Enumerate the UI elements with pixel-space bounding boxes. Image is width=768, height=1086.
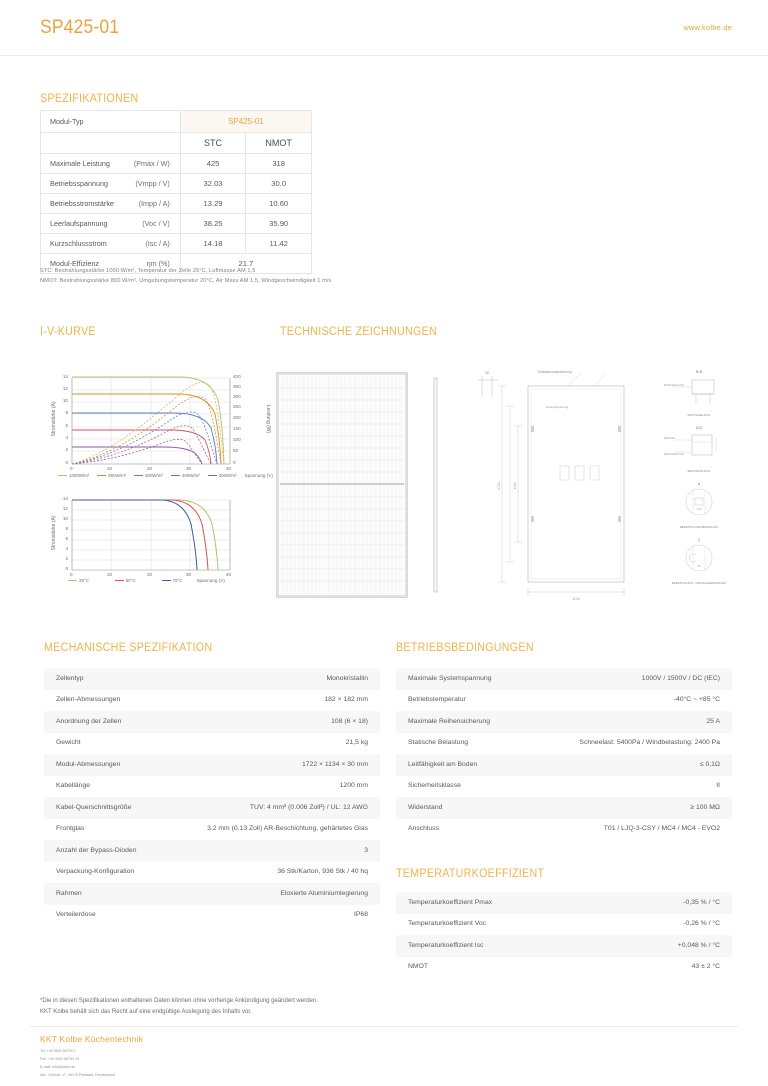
table-row <box>44 733 380 755</box>
x-tick-label: 30 <box>186 572 192 577</box>
x-axis-label: Spannung (V) <box>196 578 225 583</box>
row-value: ≤ 0,1Ω <box>699 760 720 768</box>
row-key: Temperaturkoeffizient Voc <box>408 920 487 928</box>
x-tick-label: 20 <box>147 466 153 471</box>
table-row <box>44 690 380 712</box>
x-tick-label: 20 <box>147 572 153 577</box>
iv-curve-chart-irradiance <box>40 372 273 484</box>
y2-tick-label: 50 <box>233 448 239 453</box>
detail-caption: BEFESTIGUNGSBOHRUNG <box>679 525 719 529</box>
spec-value-nmot: 11.42 <box>246 234 312 254</box>
disclaimer-line-2: KKT Kolbe behält sich das Recht auf eine endgültige Auslegung des Inhalts vor. <box>40 1008 252 1015</box>
y-tick-label: 10 <box>62 516 68 521</box>
table-header-row <box>41 133 312 154</box>
spec-value-nmot: 30.0 <box>246 174 312 194</box>
legend-item <box>68 578 89 583</box>
detail-caption: MONTAGELOCH <box>687 413 711 417</box>
table-row <box>396 797 732 819</box>
spec-label-cell <box>41 174 181 194</box>
svg-text:Ø4: Ø4 <box>697 565 701 568</box>
row-key: Kabel-Querschnittsgröße <box>56 803 132 811</box>
spec-value-stc: 425 <box>180 154 246 174</box>
section-title-mechanical: MECHANISCHE SPEZIFIKATION <box>44 642 213 654</box>
spec-unit: (Vmpp / V) <box>135 179 170 188</box>
row-key: Leitfähigkeit am Boden <box>408 760 478 768</box>
page-header <box>0 0 768 56</box>
efficiency-label: Modul-Effizienz <box>50 259 100 268</box>
table-row <box>396 935 732 957</box>
efficiency-unit: ηm (%) <box>146 259 170 268</box>
y-tick-label: 2 <box>65 556 68 561</box>
table-row <box>396 892 732 914</box>
y-tick-label: 8 <box>65 526 68 531</box>
mechanical-specification-table <box>44 668 380 926</box>
table-row <box>41 214 312 234</box>
row-key: Maximale Reihensicherung <box>408 717 490 725</box>
row-value: 108 (6 × 18) <box>331 717 368 725</box>
row-key: Statische Belastung <box>408 739 469 747</box>
section-title-operating: BETRIEBSBEDINGUNGEN <box>396 642 534 654</box>
y-tick-label: 14 <box>62 496 68 501</box>
legend-label: 75°C <box>172 578 183 583</box>
y-tick-label: 4 <box>65 435 68 440</box>
row-key: Zellentyp <box>56 674 84 682</box>
detail-tag: A <box>697 482 701 486</box>
spec-value-nmot: 318 <box>246 154 312 174</box>
row-value: 182 × 182 mm <box>324 696 368 704</box>
table-row <box>396 914 732 936</box>
table-row <box>44 797 380 819</box>
operating-conditions-table <box>396 668 732 840</box>
row-key: Temperaturkoeffizient Isc <box>408 941 484 949</box>
section-title-technical-drawings: TECHNISCHE ZEICHNUNGEN <box>280 326 438 338</box>
svg-text:14×9: 14×9 <box>696 508 702 511</box>
row-key: Maximale Systemspannung <box>408 674 492 682</box>
legend-item <box>134 473 163 478</box>
table-row <box>396 711 732 733</box>
table-row <box>396 690 732 712</box>
spec-label-cell <box>41 194 181 214</box>
y2-tick-label: 350 <box>233 384 241 389</box>
footnote-stc: STC: Bestrahlungsstärke 1000 W/m², Temperatur der Zelle 25°C, Luftmasse AM 1,5 <box>40 268 256 274</box>
temp-chart-svg <box>40 494 270 586</box>
row-key: Sicherheitsklasse <box>408 782 461 790</box>
y-tick-label: 12 <box>62 506 68 511</box>
row-value: 1722 × 1134 × 30 mm <box>301 760 368 768</box>
spec-value-stc: 38.25 <box>180 214 246 234</box>
row-value: +0,048 % / °C <box>677 941 720 949</box>
table-row <box>396 754 732 776</box>
table-row <box>396 957 732 979</box>
detail-circle-svg <box>662 542 736 576</box>
legend-item <box>162 578 183 583</box>
technical-drawings-area <box>276 366 736 604</box>
module-dimension-drawing <box>472 366 650 604</box>
spec-value-stc: 14.18 <box>180 234 246 254</box>
table-row <box>41 154 312 174</box>
y-tick-label: 2 <box>65 447 68 452</box>
legend-label: 1000W/m² <box>69 473 90 478</box>
y-tick-label: 14 <box>62 374 68 379</box>
detail-callout <box>662 370 736 420</box>
row-value: Eloxierte Aluminiumlegierung <box>280 889 368 897</box>
row-value: 1200 mm <box>339 782 368 790</box>
table-row <box>44 862 380 884</box>
section-title-iv-curve: I-V-KURVE <box>40 326 96 338</box>
x-tick-label: 0 <box>70 572 73 577</box>
x-tick-label: 10 <box>107 466 113 471</box>
row-value: 21,5 kg <box>345 739 368 747</box>
row-value: IP68 <box>354 911 368 919</box>
y-tick-label: 10 <box>62 398 68 403</box>
legend-item <box>115 578 136 583</box>
company-name: KKT Kolbe Küchentechnik <box>40 1034 144 1044</box>
legend-label: 400W/m² <box>181 473 200 478</box>
table-row <box>44 668 380 690</box>
module-edge-view-svg <box>432 376 439 594</box>
detail-caption: BEFESTIGUNG / DRAINAGEBOHRUNG <box>671 581 727 585</box>
detail-callout <box>662 426 736 476</box>
table-row <box>396 733 732 755</box>
column-header-nmot: NMOT <box>246 133 312 154</box>
x-tick-label: 10 <box>107 572 113 577</box>
y2-tick-label: 250 <box>233 404 241 409</box>
contact-email[interactable]: E-mail: info@kolbe.de <box>40 1064 76 1069</box>
x-tick-label: 0 <box>70 466 73 471</box>
x-tick-label: 40 <box>226 466 232 471</box>
table-row <box>396 668 732 690</box>
row-key: Widerstand <box>408 803 443 811</box>
detail-caption: ERDUNGSLOCH <box>687 469 711 473</box>
y-tick-label: 0 <box>65 566 68 571</box>
row-value: 36 Stk/Karton, 936 Stk / 40 hq <box>277 868 368 876</box>
detail-section-svg <box>662 430 736 464</box>
column-header-stc: STC <box>180 133 246 154</box>
y2-tick-label: 400 <box>233 374 241 379</box>
thickness-dimension: 30 <box>485 371 489 375</box>
spec-label-cell <box>41 234 181 254</box>
detail-tag: C <box>697 538 701 542</box>
legend-label: 25°C <box>79 578 89 583</box>
page-title: SP425-01 <box>40 16 120 38</box>
row-key: Verteilerdose <box>56 911 96 919</box>
table-row <box>41 234 312 254</box>
y-tick-label: 8 <box>65 410 68 415</box>
row-value: 43 ± 2 °C <box>691 963 720 971</box>
spec-label-cell <box>41 214 181 234</box>
legend-item <box>58 473 89 478</box>
row-key: Rahmen <box>56 889 82 897</box>
spec-unit: (Voc / V) <box>142 219 170 228</box>
contact-fax: Fax: +49 9502 66793 25 <box>40 1056 80 1061</box>
website-url[interactable]: www.kolbe.de <box>683 23 732 32</box>
spec-label: Maximale Leistung <box>50 159 110 168</box>
y-tick-label: 12 <box>62 386 68 391</box>
detail-section-svg <box>662 374 736 408</box>
y2-tick-label: 300 <box>233 394 241 399</box>
table-row <box>41 111 312 133</box>
y-tick-label: 6 <box>65 423 68 428</box>
row-value: T01 / LJQ-3-CSY / MC4 / MC4 - EVO2 <box>603 825 720 833</box>
detail-callout <box>662 482 736 532</box>
row-value: -0,26 % / °C <box>683 920 720 928</box>
y2-tick-label: 0 <box>233 460 236 465</box>
spec-label-cell <box>41 154 181 174</box>
spec-label: Betriebsstromstärke <box>50 199 114 208</box>
svg-text:ERDUNGSLOCH: ERDUNGSLOCH <box>664 453 685 456</box>
height-dimension: 1722 <box>497 482 501 490</box>
table-row <box>44 819 380 841</box>
row-key: Anzahl der Bypass-Dioden <box>56 846 137 854</box>
module-front-view <box>276 372 408 598</box>
contact-tel: Tel: +49 9502 66793 0 <box>40 1049 76 1053</box>
power-curves <box>72 383 224 464</box>
legend-label: 800W/m² <box>108 473 127 478</box>
table-row <box>41 194 312 214</box>
footnote-nmot: NMOT: Bestrahlungsstärke 800 W/m², Umgebungstemperatur 20°C, Air Mass AM 1,5, Windgeschwindigkeit 1 m/s <box>40 278 332 285</box>
svg-text:ERDUNG: ERDUNG <box>664 437 676 440</box>
detail-callouts <box>662 370 736 600</box>
row-value: Schneelast: 5400Pa / Windbelastung: 2400 Pa <box>579 739 720 747</box>
y2-tick-label: 100 <box>233 437 241 442</box>
grid-lines <box>72 500 230 570</box>
spec-label: Kurzschlussstrom <box>50 239 107 248</box>
table-row <box>41 174 312 194</box>
row-key: Verpackung-Konfiguration <box>56 868 135 876</box>
footer-divider <box>30 1026 738 1027</box>
spec-value-stc: 32.03 <box>180 174 246 194</box>
detail-tag: B-B <box>696 370 702 374</box>
spec-label: Betriebsspannung <box>50 179 108 188</box>
section-title-temperature: TEMPERATURKOEFFIZIENT <box>396 868 545 880</box>
y-axis-label: Stromstärke (A) <box>51 401 57 437</box>
disclaimer <box>40 996 318 1017</box>
legend-item <box>171 473 200 478</box>
spec-unit: (Isc / A) <box>145 239 170 248</box>
spec-unit: (Impp / A) <box>138 199 170 208</box>
table-row <box>44 776 380 798</box>
chart-legend <box>68 578 225 583</box>
contact-address: Adr.: Ohmstr. 17, 96175 Pettstadt, Deutschland <box>40 1072 116 1077</box>
row-value: 1000V / 1500V / DC (IEC) <box>641 674 720 682</box>
disclaimer-line-1: *Die in diesen Spezifikationen enthaltenen Daten können ohne vorherige Ankündigung geändert werden. <box>40 998 318 1004</box>
svg-text:MONTAGELOCH: MONTAGELOCH <box>664 384 685 387</box>
legend-item <box>208 473 237 478</box>
spec-value-nmot: 35.90 <box>246 214 312 234</box>
y2-tick-label: 200 <box>233 415 241 420</box>
legend-label: 50°C <box>125 578 136 583</box>
efficiency-value: 21.7 <box>180 254 311 274</box>
specifications-table <box>40 110 312 274</box>
y2-axis-label: Leistung (W) <box>265 404 271 434</box>
table-row <box>396 819 732 841</box>
iv-curve-chart-temperature <box>40 494 270 586</box>
section-title-specifications: SPEZIFIKATIONEN <box>40 93 139 105</box>
table-row <box>396 776 732 798</box>
chart-legend <box>58 473 273 478</box>
inner-dimension: 1400 <box>513 482 517 490</box>
spec-value-stc: 13.29 <box>180 194 246 214</box>
row-value: 3.2 mm (0.13 Zoll) AR-Beschichtung, gehärtetes Glas <box>207 825 368 833</box>
module-type-value: SP425-01 <box>180 111 311 133</box>
spec-value-nmot: 10.60 <box>246 194 312 214</box>
spec-label: Leerlaufspannung <box>50 219 108 228</box>
x-axis-label: Spannung (V) <box>244 473 273 478</box>
row-value: Monokristallin <box>326 674 368 682</box>
table-row <box>44 711 380 733</box>
row-key: Frontglas <box>56 825 85 833</box>
spacer-cell <box>41 133 181 154</box>
drainage-hole-label: Entwässerungsbohrung <box>538 370 572 374</box>
contact-info <box>40 1048 115 1080</box>
x-tick-label: 30 <box>186 466 192 471</box>
row-key: Anordnung der Zellen <box>56 717 122 725</box>
row-value: 25 A <box>706 717 720 725</box>
row-value: II <box>716 782 720 790</box>
table-row <box>44 905 380 927</box>
row-key: Gewicht <box>56 739 81 747</box>
legend-label: 600W/m² <box>145 473 163 478</box>
temperature-coefficient-table <box>396 892 732 978</box>
dimension-drawing-svg <box>472 366 650 604</box>
row-key: Anschluss <box>408 825 439 833</box>
y-axis-label: Stromstärke (A) <box>51 515 57 551</box>
y-tick-label: 4 <box>65 546 68 551</box>
row-key: Betriebstemperatur <box>408 696 466 704</box>
y-tick-label: 6 <box>65 536 68 541</box>
module-front-view-svg <box>277 373 407 597</box>
legend-label: 200W/m² <box>218 473 237 478</box>
y-tick-label: 0 <box>65 460 68 465</box>
row-key: Temperaturkoeffizient Pmax <box>408 898 493 906</box>
row-key: NMOT <box>408 963 429 971</box>
table-row <box>44 754 380 776</box>
row-key: Kabellänge <box>56 782 91 790</box>
legend-item <box>97 473 126 478</box>
table-row <box>44 840 380 862</box>
row-value: -40°C ~ +85 °C <box>673 696 720 704</box>
x-tick-label: 40 <box>226 572 232 577</box>
spec-footnotes <box>40 266 331 286</box>
table-row <box>44 883 380 905</box>
row-value: TUV: 4 mm² (0.006 Zoll²) / UL: 12 AWG <box>249 803 368 811</box>
grid-lines <box>72 378 230 464</box>
spec-unit: (Pmax / W) <box>133 159 170 168</box>
row-value: ≥ 100 MΩ <box>690 803 720 811</box>
row-key: Modul-Abmessungen <box>56 760 121 768</box>
grounding-hole-label: Erdungsbohrung <box>546 405 569 409</box>
width-dimension: 1134 <box>572 597 580 601</box>
row-value: 3 <box>364 846 368 854</box>
detail-tag: D-D <box>695 426 703 430</box>
detail-callout <box>662 538 736 588</box>
module-type-label: Modul-Typ <box>41 111 181 133</box>
row-key: Zellen-Abmessungen <box>56 696 121 704</box>
module-edge-view <box>432 376 439 594</box>
y2-tick-label: 150 <box>233 426 241 431</box>
detail-circle-svg <box>662 486 736 520</box>
temperature-curves <box>72 500 218 570</box>
row-value: -0,35 % / °C <box>683 898 720 906</box>
